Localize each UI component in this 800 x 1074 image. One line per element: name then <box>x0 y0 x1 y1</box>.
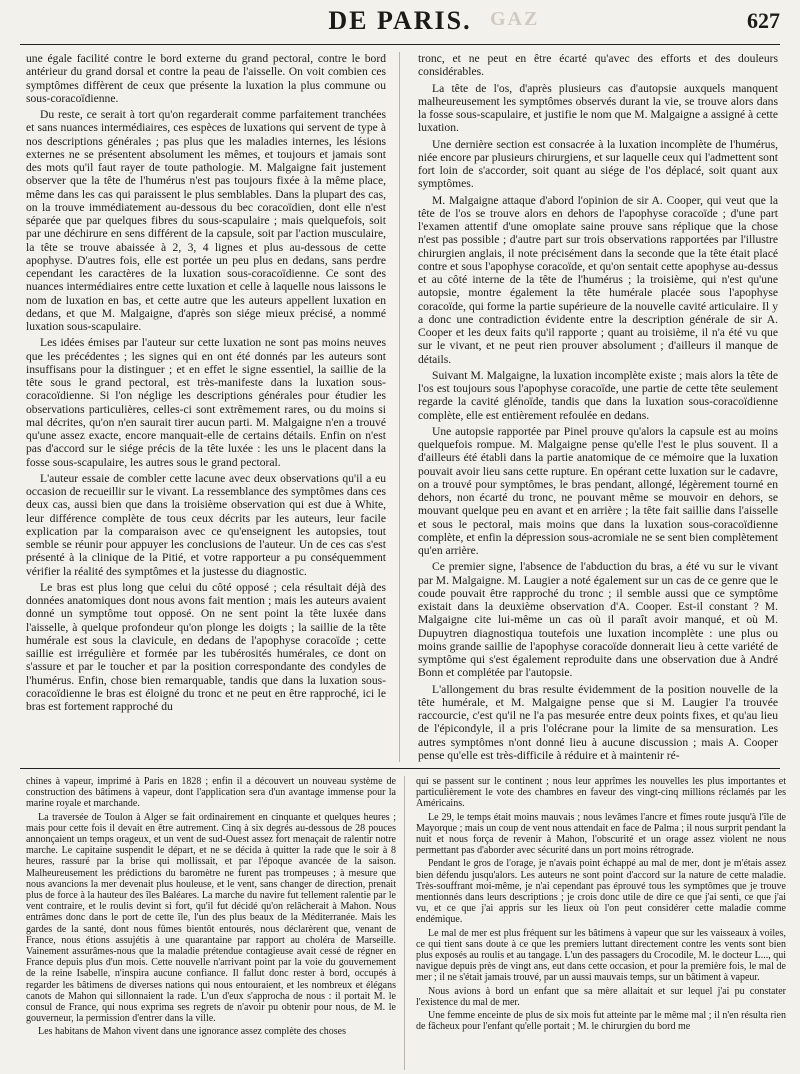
paragraph: Pendant le gros de l'orage, je n'avais point échappé au mal de mer, dont je m'étais assez bien défendu jusqu'alors. Les auteurs ne sont point d'accord sur la nature de cette maladie. Très-souffrant moi-même, je n'ai cependant pas éprouvé tous les symptômes que je trouve mentionnés dans leurs descriptions ; je crois donc utile de dire ce que j'ai senti, ce que j'ai vu, et ce que j'ai appris sur les lieux où l'on peut considérer cette maladie comme endémique. <box>416 858 786 926</box>
show-through-text: GAZ <box>490 8 540 30</box>
paragraph: Nous avions à bord un enfant que sa mère allaitait et sur lequel j'ai pu constater l'existence du mal de mer. <box>416 985 786 1008</box>
feuilleton-divider <box>20 768 780 769</box>
column-divider <box>399 52 400 762</box>
paragraph: Du reste, ce serait à tort qu'on regarderait comme parfaitement tranchées et sans nuances intermédiaires, ces espèces de luxations qui servent de type à nos descriptions générales ; pas plus que les maladies internes, les lésions externes ne se présentent absolument les mêmes, et toujours et jamais sont des mots qu'il faut rayer de toute pathologie. M. Malgaigne fait justement observer que la tête de l'humérus n'est pas toujours fixée à la même place, même dans les cas qui paraissent le plus semblables. Dans la plupart des cas, on la trouve immédiatement au-dessous du bec coracoïdien, dont elle n'est séparée que par quelques fibres du sous-scapulaire ; mais quelquefois, soit par une déchirure en sens différent de la capsule, soit par l'action musculaire, la tête se trouve abaissée à 2, 3, 4 lignes et plus au-dessous de cette apophyse. D'autres fois, elle est portée un peu plus en dedans, sans perdre cependant les caractères de la luxation sous-coracoïdienne. Ce sont des nuances intermédiaires entre cette luxation et celle à laquelle nous laissons le nom de luxation en bas, et cette autre que les auteurs appellent luxation en dedans, et que M. Malgaigne, d'après son siége mieux précisé, a nommé luxation sous-scapulaire. <box>26 108 386 333</box>
page-number: 627 <box>747 8 780 33</box>
paragraph: une égale facilité contre le bord externe du grand pectoral, contre le bord antérieur du grand dorsal et contre la peau de l'aisselle. On voit combien ces symptômes diffèrent de ceux que présente la luxation la plus commune ou sous-coracoïdienne. <box>26 52 386 105</box>
paragraph: Les idées émises par l'auteur sur cette luxation ne sont pas moins neuves que les précédentes ; les signes qui en ont été donnés par les auteurs sont insuffisans pour la distinguer ; et en effet le signe essentiel, la saillie de la tête sous le grand pectoral, est très-manifeste dans la luxation sous-coracoïdienne. Si l'on néglige les descriptions générales pour étudier les observations particulières, celles-ci sont extrêmement rares, ou du moins si mal décrites, qu'on n'en saurait tirer aucun parti. M. Malgaigne n'en a trouvé qu'une assez exacte, encore manquait-elle de certains détails. Enfin on n'est pas d'accord sur le siége précis de la tête luxée : les uns le placent dans la fosse sous-scapulaire, les autres sous le grand pectoral. <box>26 336 386 469</box>
paragraph: Le bras est plus long que celui du côté opposé ; cela résultait déjà des données anatomiques dont nous avons fait mention ; mais les auteurs avaient donné un symptôme tout opposé. On ne sent point la tête luxée dans l'aisselle, à quelque profondeur qu'on plonge les doigts ; la saillie de la tête humérale est sous la clavicule, en dedans de l'apophyse coracoïde ; cette saillie est irrégulière et formée par les tubérosités humérales, ce dont on s'assure et par le toucher et par la position correspondante des condyles de l'humérus. Enfin, chose bien remarquable, tandis que dans la luxation sous-coracoïdienne le bras est éloigné du tronc et ne peut en être rapproché, ici le bras est fortement rapproché du <box>26 580 386 713</box>
page-title: DE PARIS. <box>328 6 472 35</box>
paragraph: Une dernière section est consacrée à la luxation incomplète de l'humérus, niée encore par plusieurs chirurgiens, et sur laquelle ceux qui l'admettent sont fort loin de s'accorder, soit quant au siége de l'os déplacé, soit quant aux symptômes. <box>418 137 778 191</box>
paragraph: L'auteur essaie de combler cette lacune avec deux observations qu'il a eu occasion de recueillir sur le vivant. La ressemblance des symptômes dans ces deux cas, aussi bien que dans la troisième observation qui est due à White, leur différence complète de tous ceux décrits par les auteurs, leur facile explication par la comparaison avec ce qu'enseignent les autopsies, tout semble se réunir pour appuyer les conclusions de l'auteur. Un de ces cas s'est présenté à la clinique de la Pitié, et votre rapporteur a pu conséquemment vérifier la réalité des symptômes et la justesse du diagnostic. <box>26 471 386 578</box>
paragraph: chines à vapeur, imprimé à Paris en 1828 ; enfin il a découvert un nouveau système de construction des bâtimens à vapeur, dont l'application sera d'un avantage immense pour la marine royale et marchande. <box>26 776 396 810</box>
paragraph: Une femme enceinte de plus de six mois fut atteinte par le même mal ; il n'en résulta rien de fâcheux pour l'enfant qu'elle portait ; M. le chirurgien du bord me <box>416 1010 786 1033</box>
paragraph: qui se passent sur le continent ; nous leur apprîmes les nouvelles les plus importantes et particulièrement le vote des chambres en faveur des vingt-cinq millions réclamés par les Américains. <box>416 776 786 810</box>
paragraph: Suivant M. Malgaigne, la luxation incomplète existe ; mais alors la tête de l'os est toujours sous l'apophyse coracoïde, une partie de cette tête seulement regarde la cavité glénoïde, tandis que dans la luxation sous-coracoïdienne complète, elle est entièrement refoulée en dedans. <box>418 368 778 422</box>
paragraph: Une autopsie rapportée par Pinel prouve qu'alors la capsule est au moins quelquefois rompue. M. Malgaigne pense qu'elle l'est le plus souvent. Il a d'ailleurs été établi dans la partie anatomique de ce mémoire que la luxation pouvait avoir lieu sans cette rupture. En opérant cette luxation sur le cadavre, on a trouvé pour symptômes, le bras pendant, allongé, légèrement tourné en dehors, non écarté du tronc, ne pouvant même se mouvoir en dehors, se mouvant quelque peu en avant et en arrière ; la tête fait saillie dans l'aisselle et sous le pectoral, mais moins que dans la luxation sous-coracoïdienne complète, et enfin la dépression sous-acromiale ne se sent bien complètement qu'en arrière. <box>418 424 778 557</box>
paragraph: tronc, et ne peut en être écarté qu'avec des efforts et des douleurs considérables. <box>418 52 778 79</box>
paragraph: L'allongement du bras resulte évidemment de la position nouvelle de la tête humérale, et M. Malgaigne pense que si M. Laugier l'a trouvée raccourcie, c'est qu'il ne l'a pas mesurée entre deux points fixes, et qu'au lieu de l'épicondyle, il a pris l'olécrane pour la limite de sa mensuration. Les autres symptômes n'ont donné lieu à aucune discussion ; mais A. Cooper pense qu'elle est très-difficile à réduire et à maintenir ré- <box>418 682 778 762</box>
left-column <box>26 52 386 762</box>
paragraph: La traversée de Toulon à Alger se fait ordinairement en cinquante et quelques heures ; mais pour cette fois il devait en être autrement. Cinq à six degrés au-dessous de 28 pouces annonçaient un temps orageux, et un vent de sud-Ouest assez fort menaçait de ralentir notre marche. Le capitaine suspendit le départ, et ne se décida à quitter la rade que le soir à 8 heures, rassuré par la brise qui mollissait, et par l'époque avancée de la saison. Malheureusement les prédictions du baromètre ne furent pas trompeuses ; à mesure que nous avancions la mer devenait plus houleuse, et le vent, sans changer de direction, prenait plus de force à la hauteur des îles Baléares. La marche du navire fut tellement ralentie par le vent contraire, et le roulis devint si fort, qu'il fut décidé qu'on relâcherait à Mahon. Nous entrâmes donc dans le port de cette île, l'un des plus beaux de la Méditerranée. Mais les gardes de la santé, dont nous fûmes bientôt entourés, nous déclarèrent que, venant de France, nous étions assujétis à une quarantaine par rapport au choléra de Marseille. Vainement assurâmes-nous que la maladie prétendue contagieuse avait cessé de régner en France depuis plus d'un mois. Cette nouvelle n'arrivant point par la voie du gouvernement de la reine Isabelle, n'inspira aucune confiance. Il fallut donc rester à bord, occupés à regarder les bâtimens de diverses nations qui nous entouraient, et les nombreux et élégans canots de Mahon qui sillonnaient la rade. L'un d'eux s'approcha de nous : il portait M. le consul de France, qui nous exprima ses regrets de n'avoir pu obtenir pour nous, de M. le gouverneur, la permission d'entrer dans la ville. <box>26 811 396 1025</box>
paragraph: Le mal de mer est plus fréquent sur les bâtimens à vapeur que sur les vaisseaux à voiles, ce qui tient sans doute à ce que les premiers luttant directement contre les vents sont bien plus exposés au roulis et au tangage. L'un des passagers du Crocodile, M. le docteur L..., qui navigue depuis près de vingt ans, eut dans cette occasion, et pour la première fois, le mal de mer ; il ne s'était jamais trouvé, par un aussi mauvais temps, sur un bâtiment à vapeur. <box>416 927 786 984</box>
paragraph: Le 29, le temps était moins mauvais ; nous levâmes l'ancre et fîmes route jusqu'à l'île de Mayorque ; mais un coup de vent nous attendait en face de Palma ; il nous surprit pendant la nuit et nous força de revenir à Mahon, l'obscurité et un orage assez violent ne nous permettant pas d'aborder avec sécurité dans un port moins rétrograde. <box>416 811 786 857</box>
feuilleton-left-column <box>26 776 396 1070</box>
paragraph: Les habitans de Mahon vivent dans une ignorance assez complète des choses <box>38 1026 346 1038</box>
paragraph: La tête de l'os, d'après plusieurs cas d'autopsie auxquels manquent malheureusement les symptômes observés durant la vie, se trouve alors dans la fosse sous-scapulaire, et justifie le nom que M. Malgaigne a assigné à cette luxation. <box>418 81 778 135</box>
feuilleton-right-column <box>416 776 786 1070</box>
feuilleton-column-divider <box>404 776 405 1070</box>
paragraph: Ce premier signe, l'absence de l'abduction du bras, a été vu sur le vivant par M. Malgaigne. M. Laugier a noté également sur un cas de ce genre que le coude pouvait être rapproché du tronc ; il semble aussi que ce symptôme existait dans la deuxième observation d'A. Cooper. Est-il constant ? M. Malgaigne cite lui-même un cas où il paraît avoir manqué, et où M. Dupuytren diagnostiqua toutefois une luxation incomplète : une plus ou moins grande saillie de l'apophyse coracoïde donnerait lieu à cette variété de symptôme qui s'est également reproduite dans une observation due à André Bonn et complétée par l'autopsie. <box>418 560 778 680</box>
paragraph: M. Malgaigne attaque d'abord l'opinion de sir A. Cooper, qui veut que la tête de l'os se trouve alors en dehors de l'apophyse coracoïde ; d'une part l'examen attentif d'une omoplate saine prouve sans réplique que la chose n'est pas possible ; d'autre part sur trois observations rapportées par l'illustre chirurgien anglais, il note précisément dans la seconde que la tête était placé contre et sous l'apophyse coracoïde, et qu'on sentait cette apophyse au-dessus et au côté interne de la tête de l'humérus ; la troisième, qui n'est qu'une autopsie, montre également la tête humérale placée sous l'apophyse coracoïde, qui forme la partie supérieure de la nouvelle cavité articulaire. Il y a donc une contradiction évidente entre la description générale de sir A. Cooper et les deux faits qu'il rapporte ; quant au troisième, il n'a été vu que sur le vivant, et ne peut rien prouver absolument ; d'ailleurs il manque de détails. <box>418 193 778 366</box>
page-header <box>20 0 780 45</box>
right-column <box>418 52 778 762</box>
